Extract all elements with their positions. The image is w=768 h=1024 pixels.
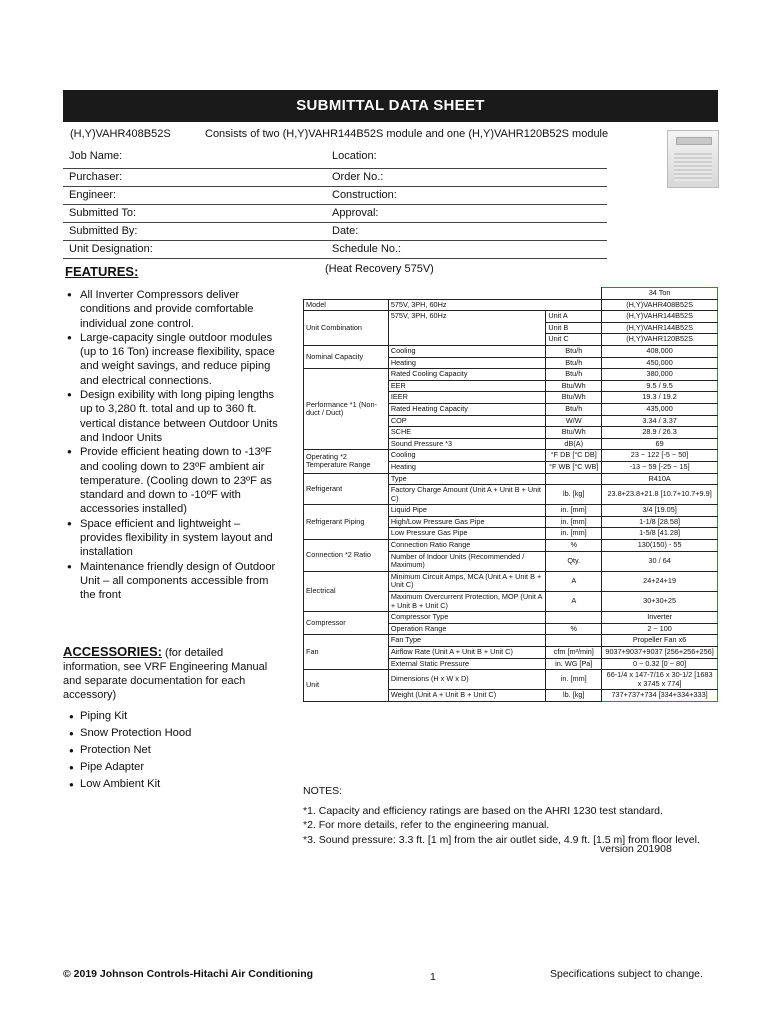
unit-of-measure: dB(A): [546, 438, 602, 450]
engineer-label: Engineer:: [69, 189, 117, 201]
table-row: [304, 635, 718, 647]
list-item: ● Piping Kit: [69, 708, 191, 725]
outdoor-unit-image: [667, 130, 719, 188]
parameter-name: Airflow Rate (Unit A + Unit B + Unit C): [388, 647, 546, 659]
parameter-value: 408,000: [602, 345, 718, 357]
table-row: [304, 670, 718, 690]
unit-of-measure: Btu/Wh: [546, 380, 602, 392]
spec-table-title: (Heat Recovery 575V): [325, 263, 434, 275]
job-row: [63, 146, 607, 169]
version-label: version 201908: [600, 843, 672, 855]
order-no-label: Order No.:: [332, 171, 384, 183]
date-label: Date:: [332, 225, 359, 237]
grille-shape: [674, 151, 712, 181]
parameter-name: Fan Type: [388, 635, 546, 647]
parameter-value: 380,000: [602, 369, 718, 381]
parameter-name: Low Pressure Gas Pipe: [388, 528, 546, 540]
table-row: [304, 369, 718, 381]
unit-label: Unit C: [546, 334, 602, 346]
accessories-heading: ACCESSORIES:: [63, 644, 162, 659]
unit-of-measure: %: [546, 540, 602, 552]
features-heading-text: FEATURES: [65, 264, 135, 279]
unit-of-measure: A: [546, 571, 602, 591]
unit-of-measure: in. [mm]: [546, 528, 602, 540]
model-param: 575V, 3PH, 60Hz: [388, 299, 601, 311]
group-label: Connection *2 Ratio: [304, 540, 389, 572]
parameter-value: 130(150) - 55: [602, 540, 718, 552]
group-label: Refrigerant: [304, 473, 389, 505]
group-label: Compressor: [304, 612, 389, 635]
parameter-value: 23.8+23.8+21.8 [10.7+10.7+9.9]: [602, 485, 718, 505]
parameter-name: Number of Indoor Units (Recommended / Maximum): [388, 551, 546, 571]
list-item: ● Large-capacity single outdoor modules (up to 16 Ton) increase flexibility, space and weight savings, and reduce piping and electrical connections.: [65, 331, 280, 388]
parameter-name: Operation Range: [388, 623, 546, 635]
unit-of-measure: Btu/h: [546, 345, 602, 357]
location-label: Location:: [332, 150, 377, 162]
parameter-value: -13 ~ 59 [-25 ~ 15]: [602, 461, 718, 473]
accessories-note: (for detailed information, see VRF Engineering Manual and separate documentation for each accessory): [63, 647, 268, 701]
unit-of-measure: lb. [kg]: [546, 690, 602, 702]
parameter-value: 66-1/4 x 147-7/16 x 30-1/2 [1683 x 3745 x 774]: [602, 670, 718, 690]
group-label: Unit: [304, 670, 389, 702]
unit-of-measure: [546, 612, 602, 624]
unit-of-measure: Btu/Wh: [546, 392, 602, 404]
table-row: [304, 473, 718, 485]
model-number: (H,Y)VAHR408B52S: [70, 128, 171, 140]
table-row: [304, 612, 718, 624]
features-list: [65, 288, 280, 603]
parameter-name: Rated Heating Capacity: [388, 403, 546, 415]
page-title: SUBMITTAL DATA SHEET: [63, 90, 718, 122]
list-item: ● Low Ambient Kit: [69, 776, 191, 793]
schedule-no-label: Schedule No.:: [332, 243, 402, 255]
table-row: [304, 505, 718, 517]
notes-heading: NOTES:: [303, 785, 343, 797]
job-name-label: Job Name:: [69, 150, 123, 162]
parameter-value: 19.3 / 19.2: [602, 392, 718, 404]
parameter-name: External Static Pressure: [388, 658, 546, 670]
unit-of-measure: Btu/Wh: [546, 427, 602, 439]
parameter-name: Maximum Overcurrent Protection, MOP (Unit A + Unit B + Unit C): [388, 592, 546, 612]
parameter-value: 1-5/8 [41.28]: [602, 528, 718, 540]
note-item: *3. Sound pressure: 3.3 ft. [1 m] from the air outlet side, 4.9 ft. [1.5 m] from floor level.: [303, 833, 700, 846]
parameter-value: 9037+9037+9037 [256+256+256]: [602, 647, 718, 659]
parameter-value: 450,000: [602, 357, 718, 369]
group-label: Fan: [304, 635, 389, 670]
unit-of-measure: %: [546, 623, 602, 635]
parameter-value: R410A: [602, 473, 718, 485]
spec-table: [303, 287, 718, 702]
parameter-name: IEER: [388, 392, 546, 404]
unit-label: Unit B: [546, 322, 602, 334]
parameter-value: Propeller Fan x6: [602, 635, 718, 647]
list-item: ● Maintenance friendly design of Outdoor Unit – all components accessible from the front: [65, 560, 280, 603]
combo-param: 575V, 3PH, 60Hz: [388, 311, 546, 346]
unit-model: (H,Y)VAHR144B52S: [602, 311, 718, 323]
notes-section: [303, 784, 733, 847]
page-number: 1: [430, 971, 436, 983]
parameter-value: 1-1/8 [28.58]: [602, 516, 718, 528]
group-label: Refrigerant Piping: [304, 505, 389, 540]
unit-of-measure: lb. [kg]: [546, 485, 602, 505]
list-item: ● Space efficient and lightweight – provides flexibility in system layout and installation: [65, 517, 280, 560]
submitted-to-label: Submitted To:: [69, 207, 137, 219]
parameter-name: Heating: [388, 357, 546, 369]
table-row: [304, 450, 718, 462]
spec-header-blank: [304, 288, 602, 300]
list-item: ● All Inverter Compressors deliver conditions and provide comfortable individual zone control.: [65, 288, 280, 331]
unit-model: (H,Y)VAHR120B52S: [602, 334, 718, 346]
unit-of-measure: W/W: [546, 415, 602, 427]
table-row: [304, 540, 718, 552]
job-row: [63, 205, 607, 223]
note-item: *1. Capacity and efficiency ratings are based on the AHRI 1230 test standard.: [303, 804, 663, 817]
job-row: [63, 241, 607, 259]
list-item: ● Pipe Adapter: [69, 759, 191, 776]
table-row: [304, 345, 718, 357]
parameter-value: Inverter: [602, 612, 718, 624]
parameter-value: 737+737+734 [334+334+333]: [602, 690, 718, 702]
parameter-name: Heating: [388, 461, 546, 473]
unit-of-measure: A: [546, 592, 602, 612]
parameter-name: High/Low Pressure Gas Pipe: [388, 516, 546, 528]
unit-of-measure: in. [mm]: [546, 516, 602, 528]
job-row: [63, 169, 607, 187]
group-label: Operating *2 Temperature Range: [304, 450, 389, 473]
accessories-list: [69, 708, 191, 793]
unit-of-measure: °F WB [°C WB]: [546, 461, 602, 473]
unit-of-measure: Btu/h: [546, 357, 602, 369]
construction-label: Construction:: [332, 189, 397, 201]
features-heading-colon: :: [134, 264, 139, 279]
parameter-value: 30 / 64: [602, 551, 718, 571]
parameter-name: Weight (Unit A + Unit B + Unit C): [388, 690, 546, 702]
approval-label: Approval:: [332, 207, 379, 219]
parameter-name: Sound Pressure *3: [388, 438, 546, 450]
model-value: (H,Y)VAHR408B52S: [602, 299, 718, 311]
parameter-name: Factory Charge Amount (Unit A + Unit B + Unit C): [388, 485, 546, 505]
capacity-ton-header: 34 Ton: [602, 288, 718, 300]
parameter-value: 435,000: [602, 403, 718, 415]
note-item: *2. For more details, refer to the engineering manual.: [303, 819, 550, 831]
group-label: Nominal Capacity: [304, 345, 389, 368]
unit-designation-label: Unit Designation:: [69, 243, 153, 255]
features-heading: [65, 264, 138, 279]
unit-of-measure: [546, 473, 602, 485]
list-item: ● Design exibility with long piping lengths up to 3,280 ft. total and up to 360 ft. vertical distance between Outdoor Units and Indoor Units: [65, 388, 280, 445]
accessories-section: [63, 645, 283, 702]
parameter-value: 2 ~ 100: [602, 623, 718, 635]
parameter-value: 3/4 [19.05]: [602, 505, 718, 517]
unit-of-measure: Btu/h: [546, 369, 602, 381]
disclaimer: Specifications subject to change.: [550, 968, 703, 980]
parameter-name: COP: [388, 415, 546, 427]
table-row: [304, 571, 718, 591]
unit-of-measure: in. [mm]: [546, 505, 602, 517]
parameter-value: 0 ~ 0.32 [0 ~ 80]: [602, 658, 718, 670]
submitted-by-label: Submitted By:: [69, 225, 138, 237]
job-info-table: [63, 146, 607, 259]
job-row: [63, 223, 607, 241]
parameter-name: Rated Cooling Capacity: [388, 369, 546, 381]
unit-of-measure: Qty.: [546, 551, 602, 571]
parameter-name: Cooling: [388, 345, 546, 357]
row-label: Unit Combination: [304, 311, 389, 346]
unit-of-measure: Btu/h: [546, 403, 602, 415]
fan-cover-shape: [676, 137, 712, 145]
parameter-name: Type: [388, 473, 546, 485]
group-label: Performance *1 (Non-duct / Duct): [304, 369, 389, 450]
parameter-name: Dimensions (H x W x D): [388, 670, 546, 690]
parameter-name: SCHE: [388, 427, 546, 439]
parameter-value: 69: [602, 438, 718, 450]
table-row: [304, 299, 718, 311]
parameter-name: Cooling: [388, 450, 546, 462]
parameter-value: 24+24+19: [602, 571, 718, 591]
purchaser-label: Purchaser:: [69, 171, 123, 183]
row-label: Model: [304, 299, 389, 311]
copyright: © 2019 Johnson Controls-Hitachi Air Conditioning: [63, 968, 314, 980]
parameter-name: Connection Ratio Range: [388, 540, 546, 552]
unit-of-measure: °F DB [°C DB]: [546, 450, 602, 462]
unit-model: (H,Y)VAHR144B52S: [602, 322, 718, 334]
model-description: Consists of two (H,Y)VAHR144B52S module and one (H,Y)VAHR120B52S module: [205, 128, 609, 140]
parameter-value: 3.34 / 3.37: [602, 415, 718, 427]
list-item: ● Provide efficient heating down to -13ºF and cooling down to 23ºF ambient air temperature. (Cooling down to 23ºF as standard and down to -10ºF with accessories installed): [65, 445, 280, 516]
parameter-name: EER: [388, 380, 546, 392]
table-row: [304, 288, 718, 300]
group-label: Electrical: [304, 571, 389, 611]
parameter-name: Liquid Pipe: [388, 505, 546, 517]
list-item: ● Snow Protection Hood: [69, 725, 191, 742]
parameter-name: Compressor Type: [388, 612, 546, 624]
parameter-value: 9.5 / 9.5: [602, 380, 718, 392]
unit-of-measure: cfm [m³/min]: [546, 647, 602, 659]
unit-of-measure: in. [mm]: [546, 670, 602, 690]
table-row: [304, 311, 718, 323]
unit-of-measure: in. WG [Pa]: [546, 658, 602, 670]
parameter-value: 28.9 / 26.3: [602, 427, 718, 439]
unit-label: Unit A: [546, 311, 602, 323]
job-row: [63, 187, 607, 205]
unit-of-measure: [546, 635, 602, 647]
list-item: ● Protection Net: [69, 742, 191, 759]
parameter-name: Minimum Circuit Amps, MCA (Unit A + Unit B + Unit C): [388, 571, 546, 591]
parameter-value: 30+30+25: [602, 592, 718, 612]
parameter-value: 23 ~ 122 [-5 ~ 50]: [602, 450, 718, 462]
